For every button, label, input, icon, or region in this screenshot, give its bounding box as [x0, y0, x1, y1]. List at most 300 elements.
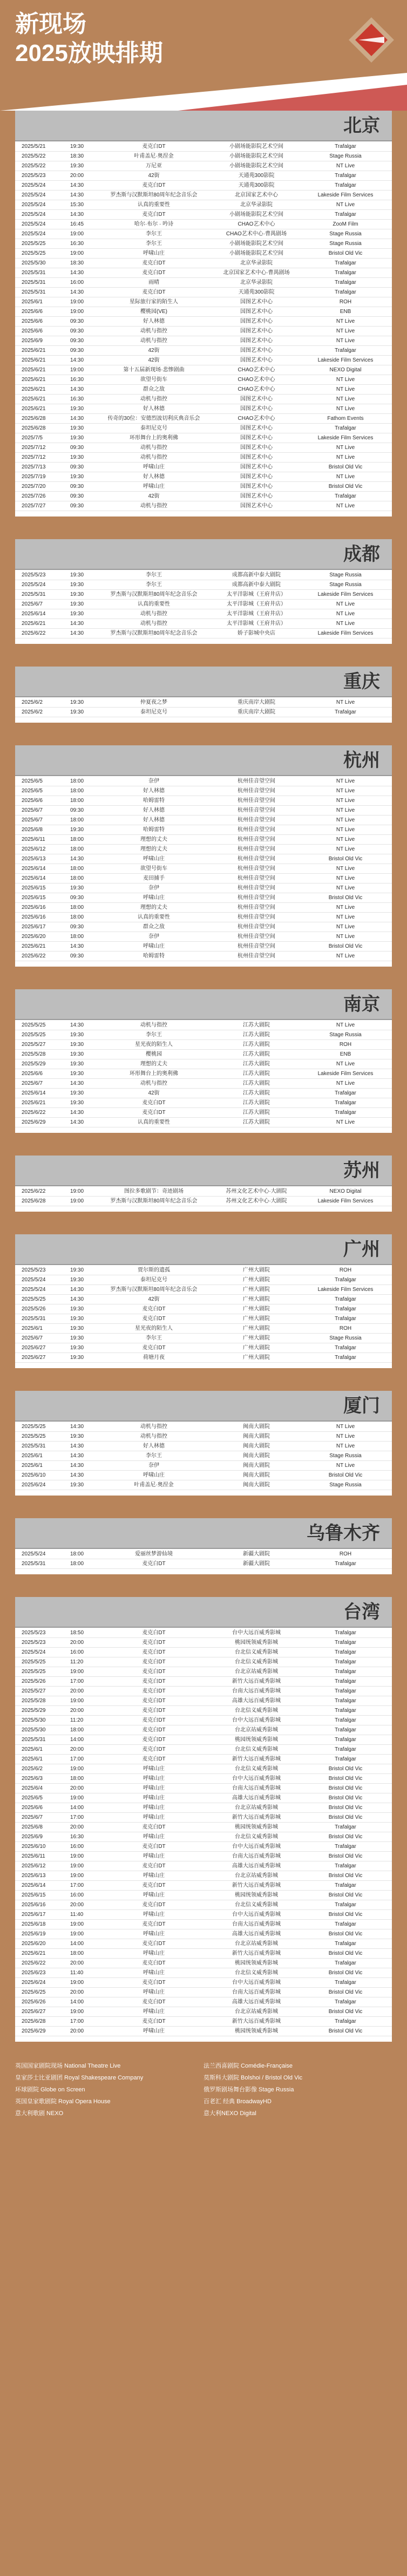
cell-date: 2025/6/12: [22, 1863, 46, 1869]
cell-venue: 国图艺术中心: [240, 328, 273, 334]
cell-time: 19:30: [70, 1335, 84, 1341]
footer-item: 英国国家剧院现场 National Theatre Live: [15, 2063, 121, 2069]
cell-time: 19:30: [70, 611, 84, 617]
cell-time: 18:00: [70, 1561, 84, 1567]
cell-time: 20:00: [70, 1960, 84, 1966]
schedule-row: [15, 1871, 392, 1881]
cell-venue: 台中大远百威秀影城: [232, 1912, 281, 1918]
cell-time: 18:30: [70, 260, 84, 266]
cell-date: 2025/6/13: [22, 1873, 46, 1879]
cell-time: 14:30: [70, 416, 84, 422]
city-divider: [15, 696, 392, 697]
schedule-row: [15, 609, 392, 619]
cell-title: 42街: [148, 1090, 160, 1096]
schedule-row: [15, 336, 392, 346]
cell-date: 2025/6/2: [22, 699, 43, 705]
schedule-row: [15, 619, 392, 629]
cell-date: 2025/6/6: [22, 798, 43, 804]
cell-venue: 国图艺术中心: [240, 425, 273, 431]
cell-time: 20:00: [70, 1989, 84, 1995]
cell-title: 好人林德: [143, 1443, 165, 1449]
cell-time: 14:30: [70, 289, 84, 295]
cell-date: 2025/6/24: [22, 1482, 46, 1488]
cell-source: Trafalgar: [335, 1882, 356, 1888]
city-header: [15, 1156, 392, 1186]
cell-source: Trafalgar: [335, 270, 356, 276]
cell-source: ROH: [339, 1267, 352, 1273]
footer-item: 英国皇家歌剧院 Royal Opera House: [15, 2098, 111, 2105]
cell-source: Stage Russia: [329, 241, 362, 247]
cell-date: 2025/6/22: [22, 953, 46, 959]
cell-time: 18:00: [70, 817, 84, 823]
cell-title: 好人林德: [143, 406, 165, 412]
cell-source: Stage Russia: [329, 572, 362, 578]
city-name: 北京: [343, 115, 380, 136]
cell-date: 2025/5/24: [22, 221, 46, 227]
schedule-row: [15, 424, 392, 433]
schedule-row: [15, 864, 392, 874]
cell-venue: 杭州佳音望空间: [238, 817, 275, 823]
cell-source: Lakeside Film Services: [317, 1198, 374, 1204]
cell-time: 19:30: [70, 1482, 84, 1488]
schedule-row: [15, 1667, 392, 1677]
schedule-row: [15, 951, 392, 961]
cell-date: 2025/6/24: [22, 1980, 46, 1986]
cell-source: NT Live: [336, 798, 355, 804]
cell-date: 2025/6/20: [22, 934, 46, 940]
cell-venue: CHAO艺术中心: [238, 221, 275, 227]
schedule-row: [15, 1432, 392, 1442]
cell-source: Trafalgar: [335, 1980, 356, 1986]
cell-venue: 杭州佳音望空间: [238, 875, 275, 881]
schedule-row: [15, 1059, 392, 1069]
cell-venue: 台北信义威秀影城: [235, 1834, 278, 1840]
city-section: [15, 745, 392, 967]
schedule-row: [15, 1949, 392, 1959]
cell-time: 16:00: [70, 280, 84, 286]
cell-date: 2025/5/24: [22, 1649, 46, 1655]
schedule-row: [15, 590, 392, 600]
schedule-row: [15, 815, 392, 825]
section-gap: [0, 516, 407, 539]
cell-time: 14:30: [70, 1080, 84, 1086]
cell-venue: CHAO艺术中心: [238, 386, 275, 392]
schedule-row: [15, 796, 392, 806]
cell-date: 2025/6/18: [22, 1921, 46, 1927]
cell-venue: 国图艺术中心: [240, 503, 273, 509]
cell-title: 麦克白DT: [142, 1921, 166, 1927]
cell-venue: 台中大远百威秀影城: [232, 1776, 281, 1782]
cell-title: 42街: [148, 357, 160, 363]
schedule-row: [15, 698, 392, 708]
cell-source: Trafalgar: [335, 1698, 356, 1704]
cell-title: 呼啸山庄: [143, 1931, 165, 1937]
cell-time: 19:30: [70, 601, 84, 607]
cell-date: 2025/7/26: [22, 493, 46, 499]
cell-venue: 江苏大剧院: [243, 1061, 270, 1067]
cell-date: 2025/6/7: [22, 601, 43, 607]
cell-date: 2025/6/14: [22, 1882, 46, 1888]
schedule-row: [15, 482, 392, 492]
cell-venue: 新竹大远百威秀影城: [232, 1882, 281, 1888]
city-section: [15, 1156, 392, 1212]
cell-title: 群众之敌: [143, 386, 165, 392]
cell-venue: 杭州佳音望空间: [238, 924, 275, 930]
cell-time: 16:00: [70, 1892, 84, 1898]
cell-venue: 台北信义威秀影城: [235, 1649, 278, 1655]
cell-date: 2025/6/21: [22, 621, 46, 627]
cell-venue: 杭州佳音望空间: [238, 798, 275, 804]
schedule-row: [15, 1657, 392, 1667]
cell-source: NT Live: [336, 699, 355, 705]
schedule-row: [15, 922, 392, 932]
city-divider: [15, 140, 392, 141]
city-name: 成都: [343, 544, 380, 565]
cell-title: 呼啸山庄: [143, 1873, 165, 1879]
schedule-row: [15, 1471, 392, 1480]
schedule-row: [15, 1842, 392, 1852]
cell-source: Bristol Old Vic: [328, 1873, 363, 1879]
cell-title: 麦克白DT: [142, 1678, 166, 1684]
schedule-row: [15, 1881, 392, 1891]
cell-venue: 小剧场能影院艺术空间: [229, 250, 283, 256]
cell-venue: 桃园统领威秀影城: [235, 1960, 278, 1966]
schedule-row: [15, 893, 392, 903]
cell-title: 哈姆雷特: [143, 827, 165, 833]
cell-venue: 台北京站威秀影城: [235, 1941, 278, 1947]
cell-title: 呼啸山庄: [143, 895, 165, 901]
cell-title: 环形舞台上的奥利佛: [130, 435, 178, 441]
cell-venue: 江苏大剧院: [243, 1080, 270, 1086]
cell-time: 14:30: [70, 1472, 84, 1478]
cell-source: Trafalgar: [335, 1999, 356, 2005]
cell-time: 14:30: [70, 621, 84, 627]
schedule-row: [15, 1638, 392, 1648]
cell-date: 2025/6/29: [22, 2028, 46, 2034]
schedule-row: [15, 835, 392, 845]
cell-title: 动机与指控: [140, 396, 167, 402]
cell-date: 2025/6/20: [22, 1941, 46, 1947]
cell-venue: 杭州佳音望空间: [238, 885, 275, 891]
schedule-row: [15, 161, 392, 171]
schedule-row: [15, 825, 392, 835]
cell-time: 17:00: [70, 1678, 84, 1684]
schedule-row: [15, 874, 392, 883]
cell-venue: 闽南大剧院: [243, 1424, 270, 1430]
cell-venue: 台南大远百威秀影城: [232, 1989, 281, 1995]
cell-date: 2025/6/28: [22, 2018, 46, 2024]
schedule-row: [15, 1628, 392, 1638]
cell-source: NT Live: [336, 778, 355, 784]
cell-venue: 小剧场能影院艺术空间: [229, 212, 283, 218]
cell-date: 2025/6/1: [22, 1463, 43, 1469]
cell-date: 2025/6/1: [22, 1326, 43, 1331]
cell-title: 麦克白DT: [142, 1902, 166, 1908]
cell-date: 2025/5/25: [22, 250, 46, 256]
cell-source: Bristol Old Vic: [328, 856, 363, 862]
schedule-row: [15, 1285, 392, 1295]
cell-source: Trafalgar: [335, 173, 356, 179]
schedule-row: [15, 453, 392, 463]
cell-title: 雨晴: [148, 280, 159, 286]
schedule-row: [15, 346, 392, 356]
cell-source: Trafalgar: [335, 1100, 356, 1106]
cell-time: 19:30: [70, 1071, 84, 1077]
cell-title: 奈伊: [148, 934, 159, 940]
schedule-row: [15, 1559, 392, 1569]
cell-venue: 江苏大剧院: [243, 1100, 270, 1106]
schedule-row: [15, 1197, 392, 1206]
cell-title: 群众之敌: [143, 924, 165, 930]
cell-title: 呼啸山庄: [143, 464, 165, 470]
cell-source: Trafalgar: [335, 1756, 356, 1762]
cell-source: Stage Russia: [329, 582, 362, 588]
cell-title: 麦克白DT: [142, 1649, 166, 1655]
cell-source: Trafalgar: [335, 1090, 356, 1096]
schedule-row: [15, 1334, 392, 1343]
cell-time: 19:30: [70, 1100, 84, 1106]
schedule-row: [15, 1716, 392, 1725]
cell-venue: 桃园统领威秀影城: [235, 1737, 278, 1743]
cell-time: 19:30: [70, 1267, 84, 1273]
logo-icon: [347, 15, 396, 65]
cell-title: 罗杰斯与汉默斯坦80周年纪念音乐会: [110, 1287, 198, 1293]
cell-date: 2025/5/31: [22, 1561, 46, 1567]
cell-time: 19:30: [70, 709, 84, 715]
schedule-table: [15, 141, 392, 516]
cell-title: 麦克白DT: [142, 1561, 166, 1567]
schedule-row: [15, 1891, 392, 1900]
city-header: [15, 1597, 392, 1627]
cell-venue: 杭州佳音望空间: [238, 827, 275, 833]
cell-source: Stage Russia: [329, 153, 362, 159]
cell-source: Trafalgar: [335, 1561, 356, 1567]
cell-venue: 杭州佳音望空间: [238, 905, 275, 910]
cell-time: 16:30: [70, 396, 84, 402]
cell-venue: 台南大远百威秀影城: [232, 1688, 281, 1694]
cell-time: 20:00: [70, 1640, 84, 1646]
cell-source: NT Live: [336, 386, 355, 392]
cell-venue: 台北信义威秀影城: [235, 1902, 278, 1908]
cell-title: 麦克白DT: [142, 1630, 166, 1636]
cell-source: Trafalgar: [335, 425, 356, 431]
cell-source: Trafalgar: [335, 1727, 356, 1733]
cell-date: 2025/6/1: [22, 1746, 43, 1752]
schedule-row: [15, 1696, 392, 1706]
cell-title: 呼啸山庄: [143, 250, 165, 256]
cell-source: NT Live: [336, 611, 355, 617]
cell-time: 14:30: [70, 386, 84, 392]
section-gap: [0, 1212, 407, 1234]
cell-time: 19:30: [70, 1032, 84, 1038]
cell-date: 2025/5/30: [22, 1717, 46, 1723]
schedule-row: [15, 375, 392, 385]
schedule-row: [15, 845, 392, 854]
cell-source: Trafalgar: [335, 1345, 356, 1351]
cell-venue: 北京国家艺术中心: [235, 192, 278, 198]
cell-time: 18:00: [70, 1776, 84, 1782]
cell-date: 2025/6/22: [22, 1110, 46, 1116]
cell-title: 麦克白DT: [142, 1863, 166, 1869]
cell-title: 麦克白DT: [142, 1669, 166, 1675]
schedule-row: [15, 777, 392, 786]
cell-venue: 桃园统领威秀影城: [235, 1824, 278, 1830]
cell-date: 2025/6/2: [22, 709, 43, 715]
city-divider: [15, 1264, 392, 1265]
cell-date: 2025/5/26: [22, 1678, 46, 1684]
schedule-table: [15, 776, 392, 967]
cell-time: 19:00: [70, 1188, 84, 1194]
cell-time: 19:30: [70, 1051, 84, 1057]
cell-source: Trafalgar: [335, 1737, 356, 1743]
cell-source: Bristol Old Vic: [328, 2009, 363, 2015]
schedule-row: [15, 472, 392, 482]
cell-title: 星光夜的陌生人: [135, 1326, 173, 1331]
schedule-row: [15, 1079, 392, 1089]
schedule-row: [15, 395, 392, 404]
city-name: 重庆: [343, 671, 380, 692]
cell-source: Trafalgar: [335, 1669, 356, 1675]
cell-source: Bristol Old Vic: [328, 2028, 363, 2034]
schedule-row: [15, 600, 392, 609]
cell-source: NT Live: [336, 1463, 355, 1469]
cell-title: 麦克白DT: [142, 1316, 166, 1322]
footer-item: 皇家莎士比亚剧团 Royal Shakespeare Company: [15, 2075, 144, 2081]
cell-time: 19:30: [70, 163, 84, 169]
cell-time: 19:30: [70, 582, 84, 588]
cell-source: Stage Russia: [329, 231, 362, 237]
cell-date: 2025/5/24: [22, 582, 46, 588]
schedule-row: [15, 1549, 392, 1559]
cell-source: Bristol Old Vic: [328, 895, 363, 901]
cell-venue: 台北京站威秀影城: [235, 2009, 278, 2015]
footer-left: [15, 2060, 204, 2119]
schedule-row: [15, 1832, 392, 1842]
cell-time: 16:00: [70, 1844, 84, 1850]
schedule-row: [15, 1755, 392, 1764]
cell-venue: 闽南大剧院: [243, 1472, 270, 1478]
cell-date: 2025/6/7: [22, 1080, 43, 1086]
schedule-row: [15, 1910, 392, 1920]
cell-title: 李尔王: [146, 231, 162, 237]
cell-date: 2025/5/31: [22, 270, 46, 276]
cell-venue: 高雄大远百威秀影城: [232, 1999, 281, 2005]
cell-title: 泰坦尼克号: [140, 425, 167, 431]
cell-time: 14:30: [70, 1110, 84, 1116]
cell-date: 2025/6/21: [22, 357, 46, 363]
cell-venue: 高雄大远百威秀影城: [232, 1863, 281, 1869]
cell-time: 20:00: [70, 173, 84, 179]
cell-venue: 广州大剧院: [243, 1316, 270, 1322]
cell-date: 2025/5/31: [22, 592, 46, 597]
page-title: [15, 10, 163, 68]
cell-title: 麦克白DT: [142, 1941, 166, 1947]
cell-time: 14:00: [70, 1737, 84, 1743]
cell-date: 2025/6/15: [22, 1892, 46, 1898]
cell-date: 2025/6/27: [22, 1345, 46, 1351]
cell-title: 呼啸山庄: [143, 2028, 165, 2034]
cell-date: 2025/6/17: [22, 1912, 46, 1918]
cell-source: Trafalgar: [335, 260, 356, 266]
schedule-row: [15, 1442, 392, 1451]
cell-time: 09:30: [70, 338, 84, 344]
title-line-1: 新现场: [15, 11, 86, 37]
cell-time: 19:30: [70, 699, 84, 705]
city-section: [15, 1391, 392, 1496]
cell-venue: 小剧场能影院艺术空间: [229, 153, 283, 159]
cell-title: 42街: [148, 348, 160, 354]
cell-date: 2025/7/12: [22, 445, 46, 451]
cell-source: Stage Russia: [329, 1482, 362, 1488]
city-header: [15, 539, 392, 569]
cell-title: 罗杰斯与汉默斯坦80周年纪念音乐会: [110, 192, 198, 198]
cell-date: 2025/6/5: [22, 1795, 43, 1801]
schedule-row: [15, 1852, 392, 1861]
cell-date: 2025/6/12: [22, 846, 46, 852]
cell-source: Trafalgar: [335, 1688, 356, 1694]
cell-date: 2025/6/7: [22, 1814, 43, 1820]
cell-title: 荷塘月夜: [143, 1355, 165, 1361]
cell-source: Trafalgar: [335, 1746, 356, 1752]
schedule-row: [15, 854, 392, 864]
cell-source: Trafalgar: [335, 144, 356, 149]
cell-title: 麦克白DT: [142, 1737, 166, 1743]
cell-source: Trafalgar: [335, 709, 356, 715]
cell-time: 19:30: [70, 592, 84, 597]
cell-title: 理想的丈夫: [140, 837, 167, 842]
cell-time: 14:30: [70, 1119, 84, 1125]
schedule-row: [15, 433, 392, 443]
cell-date: 2025/6/7: [22, 807, 43, 813]
cell-venue: 台北信义威秀影城: [235, 1970, 278, 1976]
cell-title: 理想的丈夫: [140, 846, 167, 852]
cell-date: 2025/6/14: [22, 1090, 46, 1096]
cell-date: 2025/7/5: [22, 435, 43, 441]
cell-date: 2025/6/6: [22, 1805, 43, 1811]
cell-time: 19:30: [70, 885, 84, 891]
cell-venue: 北京国家艺术中心·曹禺剧场: [223, 270, 290, 276]
city-section: [15, 539, 392, 644]
schedule-row: [15, 1959, 392, 1968]
cell-source: NT Live: [336, 905, 355, 910]
cell-title: 呼啸山庄: [143, 1776, 165, 1782]
cell-venue: 江苏大剧院: [243, 1071, 270, 1077]
cell-title: 麦克白DT: [142, 1659, 166, 1665]
cell-venue: CHAO艺术中心·曹禺剧场: [226, 231, 287, 237]
cell-source: Trafalgar: [335, 348, 356, 354]
cell-title: 麦克白DT: [142, 1980, 166, 1986]
section-gap: [0, 967, 407, 989]
city-section: [15, 1234, 392, 1368]
cell-title: 泰坦尼克号: [140, 709, 167, 715]
cell-time: 14:30: [70, 1022, 84, 1028]
cell-source: Bristol Old Vic: [328, 1931, 363, 1937]
cell-source: Trafalgar: [335, 1306, 356, 1312]
cell-venue: 江苏大剧院: [243, 1042, 270, 1048]
cell-date: 2025/6/21: [22, 377, 46, 383]
cell-source: Lakeside Film Services: [317, 1071, 374, 1077]
cell-source: Lakeside Film Services: [317, 630, 374, 636]
cell-time: 09:30: [70, 493, 84, 499]
schedule-row: [15, 297, 392, 307]
cell-time: 17:00: [70, 1756, 84, 1762]
cell-title: 第十五届新现场·悲惨剧曲: [123, 367, 185, 373]
cell-title: 呼啸山庄: [143, 1766, 165, 1772]
schedule-row: [15, 268, 392, 278]
cell-time: 19:30: [70, 1316, 84, 1322]
cell-source: Bristol Old Vic: [328, 1795, 363, 1801]
cell-date: 2025/5/25: [22, 1433, 46, 1439]
